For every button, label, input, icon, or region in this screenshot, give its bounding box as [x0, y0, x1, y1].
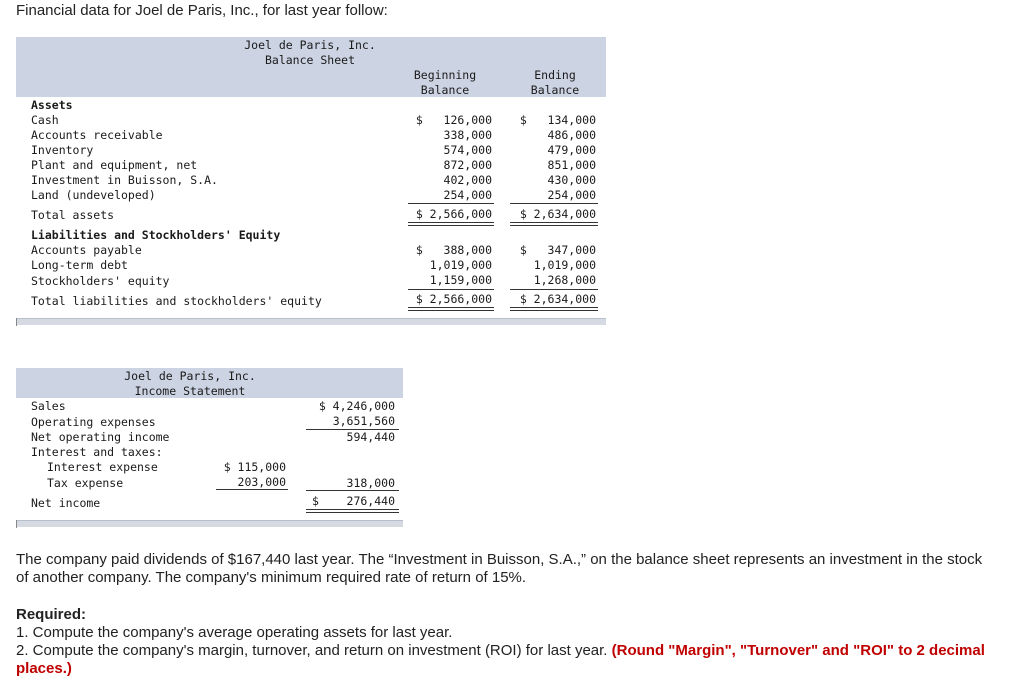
total-liab-end: $ 2,634,000: [519, 292, 596, 306]
asset-label: Investment in Buisson, S.A.: [31, 173, 218, 187]
opex-value: 3,651,560: [332, 414, 395, 428]
col-beginning-l2: Balance: [420, 83, 470, 97]
liability-end: 1,268,000: [533, 273, 596, 287]
asset-label: Cash: [31, 113, 59, 127]
is-company-name: Joel de Paris, Inc.: [124, 369, 256, 383]
asset-end: 254,000: [547, 188, 596, 202]
problem-paragraph: The company paid dividends of $167,440 last year. The “Investment in Buisson, S.A.,” on the balance sheet represents an investment in the stock of another company. The company's minimum required rate of return of 15%.: [16, 551, 983, 586]
asset-end: 486,000: [547, 128, 596, 142]
liability-end: $ 347,000: [519, 243, 596, 257]
int-tax-heading: Interest and taxes:: [31, 445, 163, 459]
interest-label: Interest expense: [47, 460, 158, 474]
double-underline: [408, 307, 494, 311]
double-underline: [408, 222, 494, 226]
total-liab-begin: $ 2,566,000: [415, 292, 492, 306]
interest-value: $ 115,000: [223, 460, 286, 474]
total-assets-label: Total assets: [31, 208, 115, 222]
tax-label: Tax expense: [47, 476, 124, 490]
double-underline: [510, 222, 598, 226]
liability-begin: 1,019,000: [429, 258, 492, 272]
opex-label: Operating expenses: [31, 415, 156, 429]
asset-label: Land (undeveloped): [31, 188, 156, 202]
required-item-2: [16, 642, 1006, 678]
sales-value: $ 4,246,000: [318, 399, 395, 413]
liability-begin: 1,159,000: [429, 273, 492, 287]
asset-begin: 574,000: [443, 143, 492, 157]
rounding-note: (Round "Margin", "Turnover" and "ROI" to 2 decimal places.): [16, 642, 985, 677]
asset-label: Inventory: [31, 143, 94, 157]
bs-title: Balance Sheet: [264, 53, 355, 67]
asset-label: Accounts receivable: [31, 128, 163, 142]
col-beginning-l1: Beginning: [413, 68, 477, 82]
underline: [216, 489, 288, 490]
net-income-label: Net income: [31, 496, 101, 510]
total-liab-label: Total liabilities and stockholders' equity: [31, 294, 322, 308]
asset-begin: 338,000: [443, 128, 492, 142]
asset-begin: 872,000: [443, 158, 492, 172]
asset-end: 430,000: [547, 173, 596, 187]
required-item-2-text: 2. Compute the company's margin, turnover, and return on investment (ROI) for last year.: [16, 642, 608, 659]
bs-company-name: Joel de Paris, Inc.: [244, 38, 376, 52]
liability-label: Accounts payable: [31, 243, 142, 257]
asset-end: $ 134,000: [519, 113, 596, 127]
asset-end: 479,000: [547, 143, 596, 157]
asset-begin: 402,000: [443, 173, 492, 187]
asset-end: 851,000: [547, 158, 596, 172]
tax-value: 203,000: [237, 475, 286, 489]
required-heading: Required:: [16, 606, 87, 623]
assets-heading: Assets: [31, 98, 73, 112]
double-underline: [510, 307, 598, 311]
col-ending-l1: Ending: [534, 68, 576, 82]
noi-value: 594,440: [346, 430, 395, 444]
liability-label: Long-term debt: [31, 258, 128, 272]
net-income-value: 276,440: [346, 494, 395, 508]
liability-label: Stockholders' equity: [31, 274, 170, 288]
liabilities-heading: Liabilities and Stockholders' Equity: [31, 228, 281, 242]
sales-label: Sales: [31, 399, 66, 413]
double-underline: [306, 509, 399, 513]
underline: [510, 203, 598, 204]
net-income-dollar: $: [312, 494, 319, 508]
asset-begin: 254,000: [443, 188, 492, 202]
int-tax-total: 318,000: [346, 476, 395, 490]
bs-bottom-tick: [16, 318, 17, 326]
underline: [408, 289, 494, 290]
liability-begin: $ 388,000: [415, 243, 492, 257]
asset-begin: $ 126,000: [415, 113, 492, 127]
total-assets-end: $ 2,634,000: [519, 207, 596, 221]
asset-label: Plant and equipment, net: [31, 158, 198, 172]
is-bottom-bar: [16, 520, 403, 527]
underline: [408, 203, 494, 204]
required-item-1: 1. Compute the company's average operating assets for last year.: [16, 624, 453, 641]
intro-text: Financial data for Joel de Paris, Inc., for last year follow:: [16, 2, 388, 19]
underline: [510, 289, 598, 290]
liability-end: 1,019,000: [533, 258, 596, 272]
bs-bottom-bar: [16, 318, 606, 325]
is-title: Income Statement: [134, 384, 246, 398]
total-assets-begin: $ 2,566,000: [415, 207, 492, 221]
underline: [306, 490, 399, 491]
noi-label: Net operating income: [31, 430, 170, 444]
col-ending-l2: Balance: [530, 83, 580, 97]
is-bottom-tick: [16, 520, 17, 528]
